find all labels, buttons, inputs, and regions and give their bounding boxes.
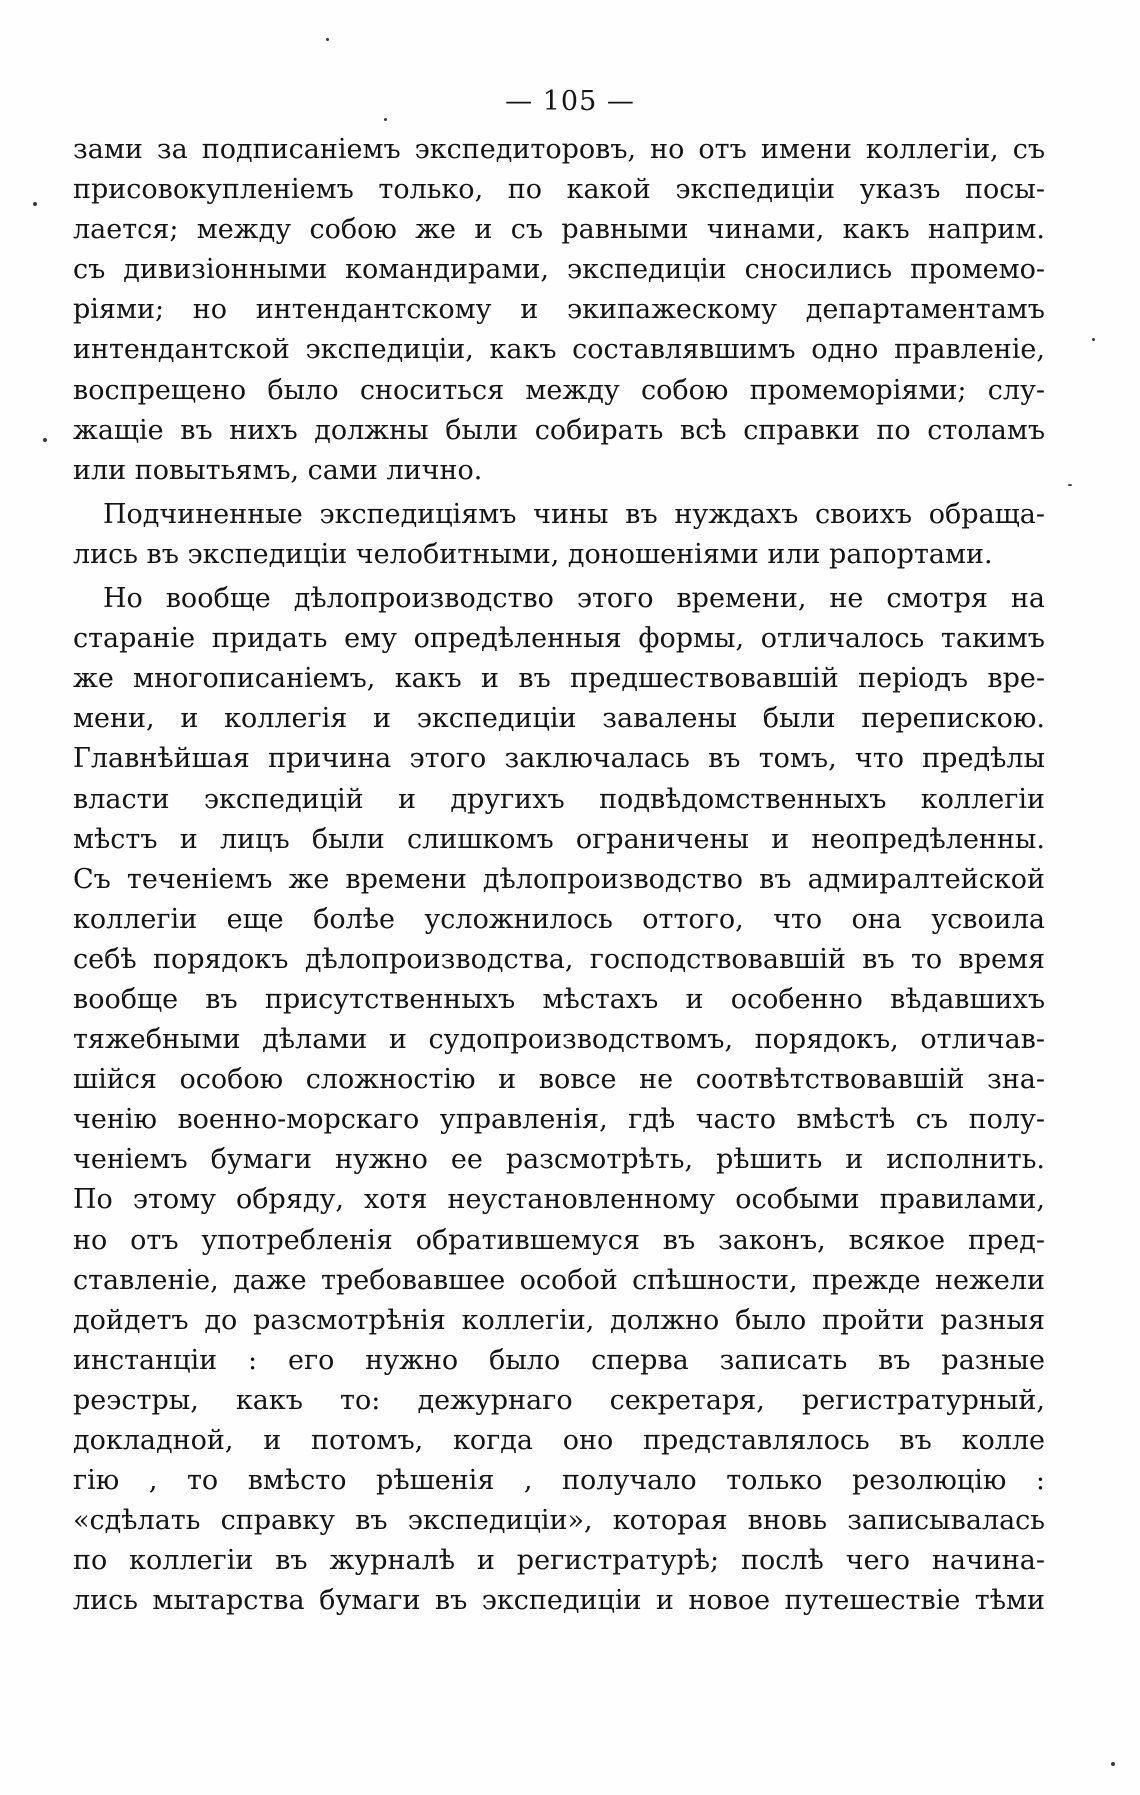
text-line: присовокупленіемъ только, по какой экспедиціи указъ посы-: [73, 174, 1045, 206]
text-line: По этому обряду, хотя неустановленному особыми правилами,: [73, 1184, 1045, 1216]
text-line: гію , то вмѣсто рѣшенія , получало только резолюцію :: [73, 1465, 1045, 1497]
text-line: инстанціи : его нужно было сперва записать въ разные: [73, 1344, 1045, 1376]
text-line: воспрещено было сноситься между собою промеморіями; слу-: [73, 374, 1045, 406]
text-line: «сдѣлать справку въ экспедиціи», которая вновь записывалась: [73, 1505, 1045, 1537]
text-line: стараніе придать ему опредѣленныя формы, отличалось такимъ: [73, 623, 1045, 655]
scan-speck: [326, 38, 329, 41]
page-text: [73, 130, 1045, 1621]
text-line: зами за подписаніемъ экспедиторовъ, но отъ имени коллегіи, съ: [73, 134, 1045, 165]
text-line: докладной, и потомъ, когда оно представлялось въ колле: [73, 1425, 1045, 1456]
text-line: шійся особою сложностію и вовсе не соотвѣтствовавшій зна-: [73, 1064, 1045, 1096]
text-line: Подчиненные экспедиціямъ чины въ нуждахъ своихъ обраща-: [103, 498, 1045, 530]
text-line: жащіе въ нихъ должны были собирать всѣ справки по столамъ: [73, 414, 1045, 446]
text-line: власти экспедицій и другихъ подвѣдомственныхъ коллегіи: [73, 783, 1045, 815]
text-line: Главнѣйшая причина этого заключалась въ томъ, что предѣлы: [73, 743, 1045, 775]
text-line: себѣ порядокъ дѣлопроизводства, господствовавшій въ то время: [73, 943, 1045, 975]
text-line: мени, и коллегія и экспедиціи завалены были перепискою.: [73, 703, 1045, 735]
text-line: тяжебными дѣлами и судопроизводствомъ, порядокъ, отличав-: [73, 1024, 1045, 1056]
paragraph-1: [73, 130, 1045, 491]
text-line: Но вообще дѣлопроизводство этого времени, не смотря на: [103, 583, 1045, 615]
text-line: мѣстъ и лицъ были слишкомъ ограничены и неопредѣленны.: [73, 823, 1045, 855]
scan-speck: [33, 202, 37, 206]
scan-speck: [384, 118, 387, 121]
text-line: ставленіе, даже требовавшее особой спѣшности, прежде нежели: [73, 1264, 1045, 1296]
text-line: лается; между собою же и съ равными чинами, какъ наприм.: [73, 214, 1045, 246]
text-line: по коллегіи въ журналѣ и регистратурѣ; послѣ чего начина-: [73, 1545, 1045, 1577]
text-line: вообще въ присутственныхъ мѣстахъ и особенно вѣдавшихъ: [73, 983, 1045, 1015]
text-line: лись въ экспедиціи челобитными, доношеніями или рапортами.: [73, 538, 993, 570]
text-line: же многописаніемъ, какъ и въ предшествовавшій періодъ вре-: [73, 663, 1045, 695]
paragraph-3: [73, 579, 1045, 1621]
text-line: или повытьямъ, сами лично.: [73, 454, 483, 486]
page-number: — 105 —: [505, 86, 635, 117]
text-line: реэстры, какъ то: дежурнаго секретаря, регистратурный,: [73, 1384, 1045, 1416]
text-line: съ дивизіонными командирами, экспедиціи сносились промемо-: [73, 254, 1045, 286]
scan-speck: [1068, 484, 1072, 486]
paragraph-2: [73, 495, 1045, 575]
text-line: интендантской экспедиціи, какъ составлявшимъ одно правленіе,: [73, 334, 1045, 366]
scan-speck: [43, 438, 47, 442]
text-line: ченіемъ бумаги нужно ее разсмотрѣть, рѣшить и исполнить.: [73, 1144, 1045, 1176]
text-line: дойдетъ до разсмотрѣнія коллегіи, должно было пройти разныя: [73, 1304, 1045, 1336]
text-line: Съ теченіемъ же времени дѣлопроизводство въ адмиралтейской: [73, 863, 1045, 895]
text-line: ріями; но интендантскому и экипажескому департаментамъ: [73, 294, 1045, 326]
scan-speck: [1092, 338, 1095, 341]
text-line: но отъ употребленія обратившемуся въ законъ, всякое пред-: [73, 1224, 1045, 1256]
text-line: лись мытарства бумаги въ экспедиціи и новое путешествіе тѣми: [73, 1585, 1045, 1617]
text-line: коллегіи еще болѣе усложнилось оттого, что она усвоила: [73, 903, 1045, 935]
scan-speck: [1111, 1762, 1115, 1766]
text-line: ченію военно-морскаго управленія, гдѣ часто вмѣстѣ съ полу-: [73, 1104, 1045, 1136]
